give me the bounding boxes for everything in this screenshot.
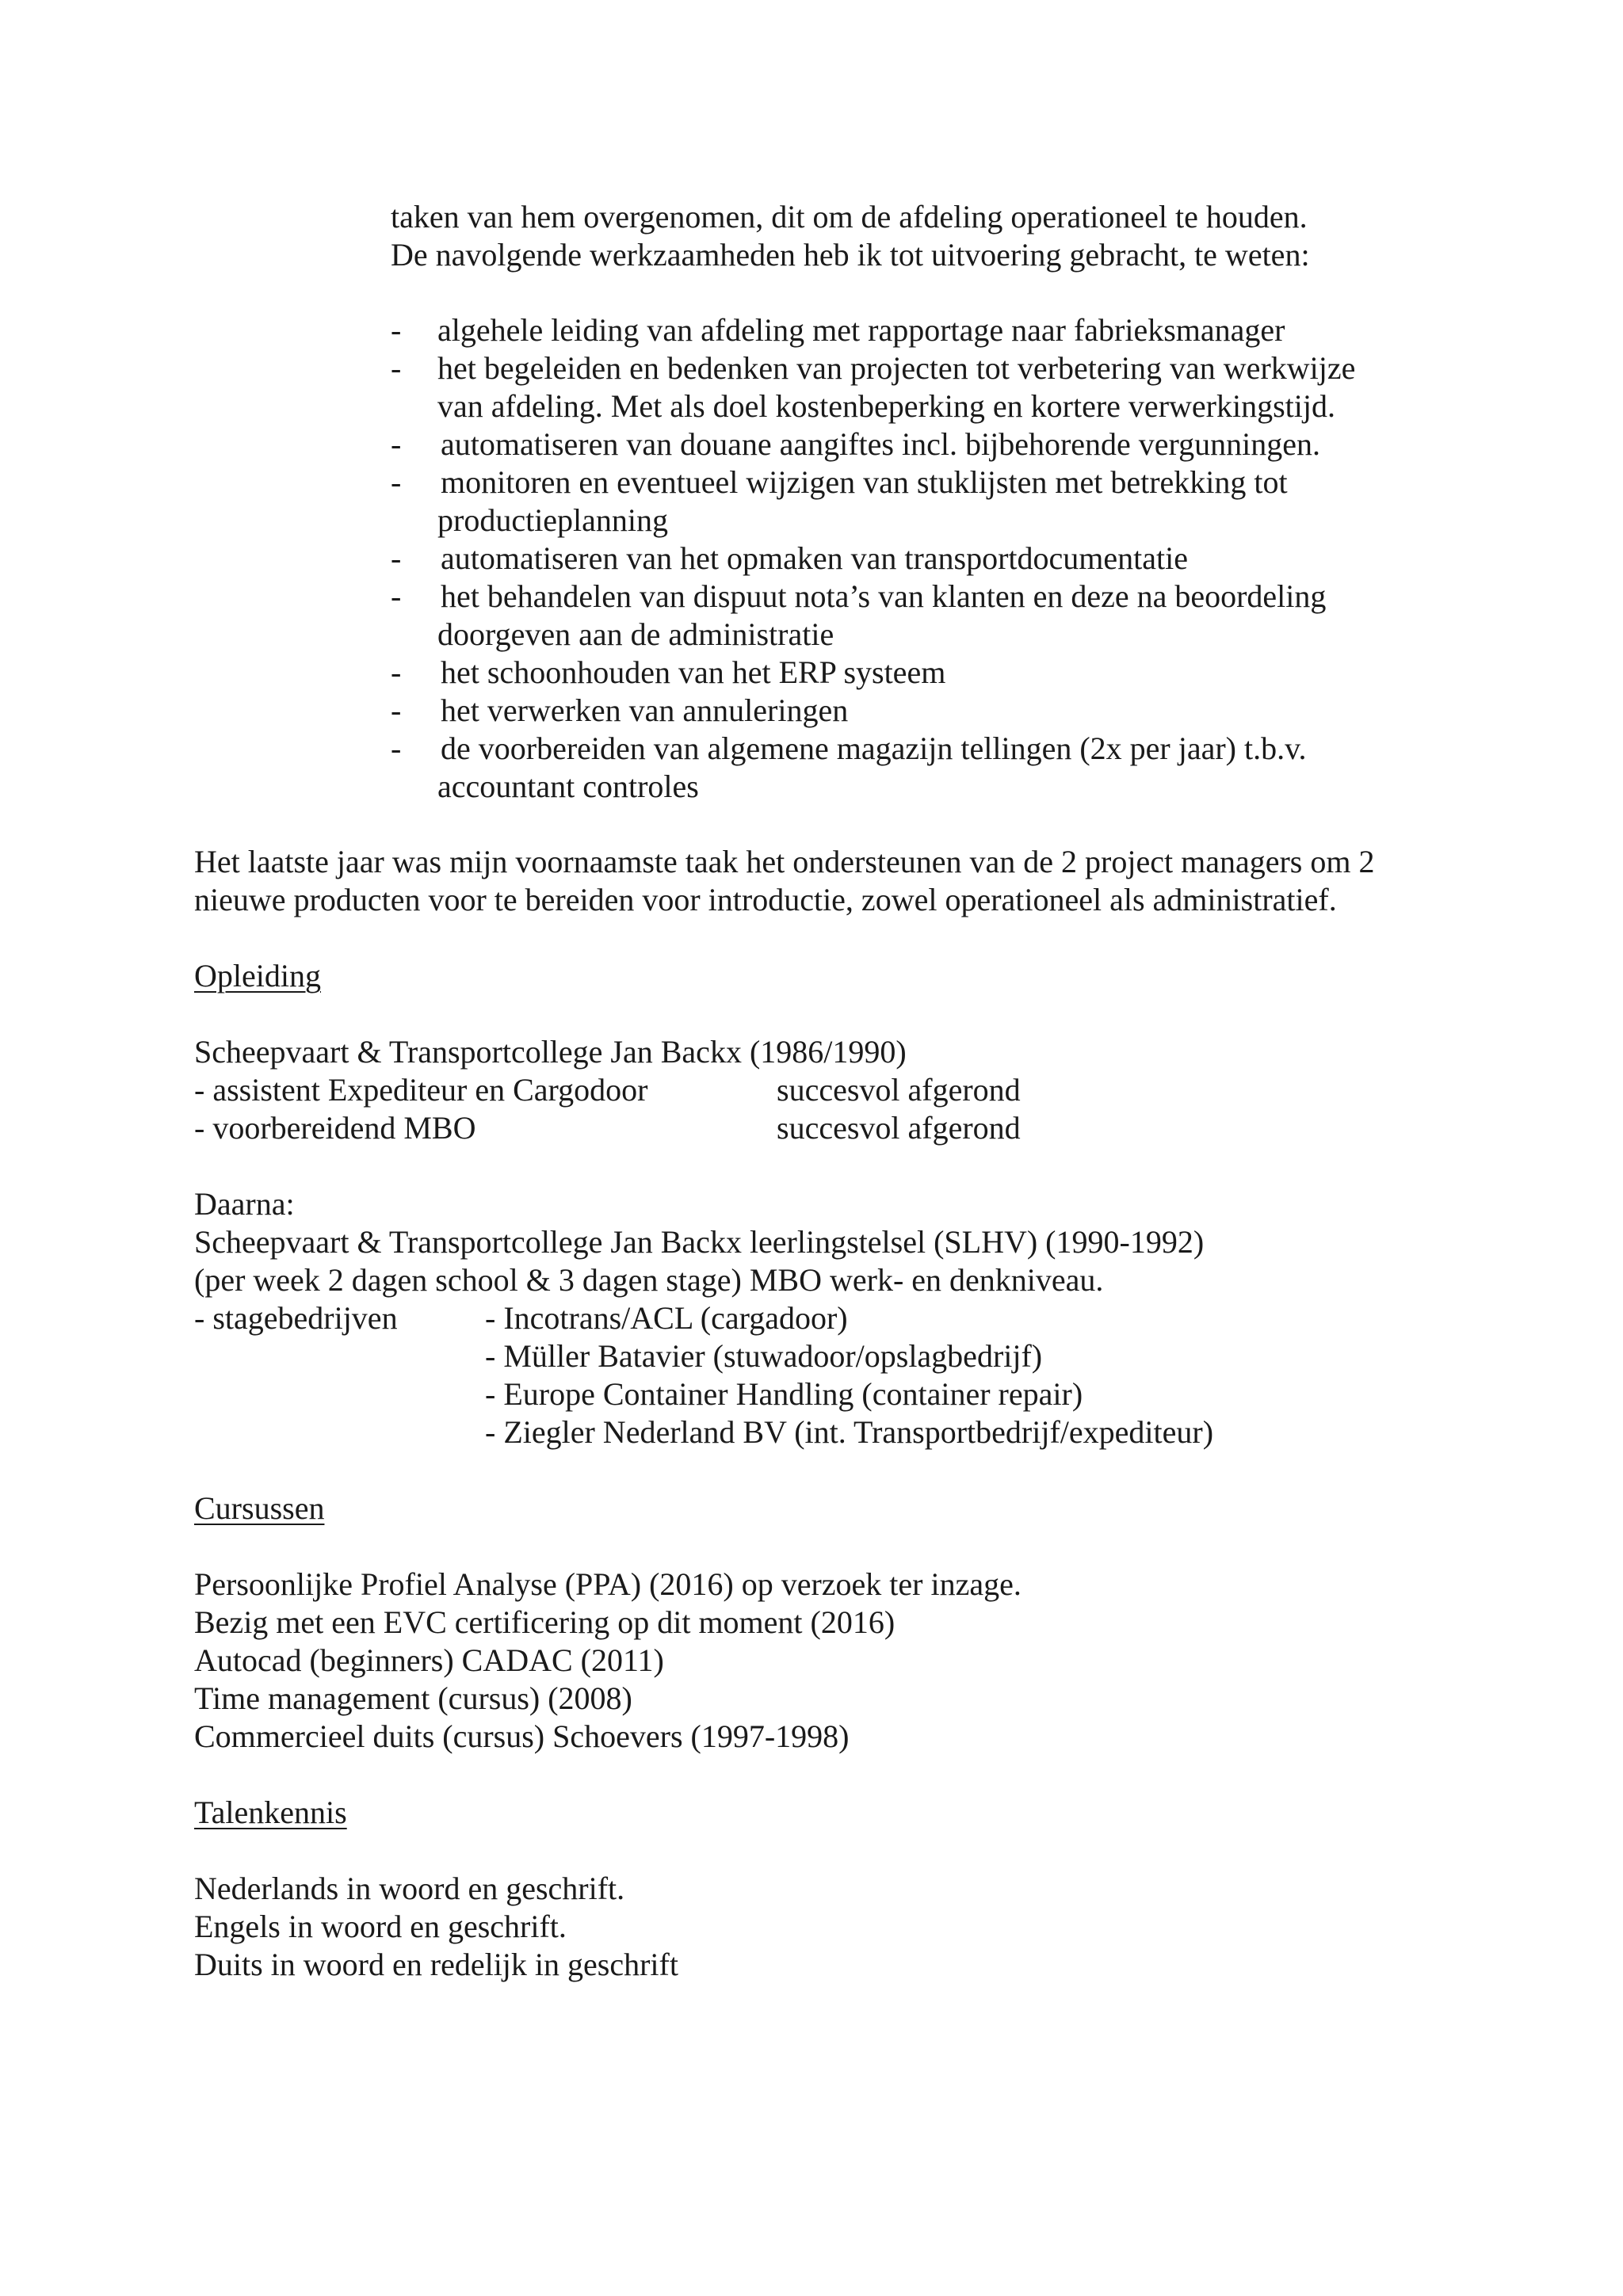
task-item: monitoren en eventueel wijzigen van stuklijsten met betrekking tot xyxy=(441,464,1288,500)
bullet-marker: - xyxy=(391,312,402,348)
task-item: het schoonhouden van het ERP systeem xyxy=(441,654,946,690)
stage-company: - Incotrans/ACL (cargadoor) xyxy=(485,1300,848,1336)
stage-label: - stagebedrijven xyxy=(194,1300,398,1336)
bullet-marker: - xyxy=(391,540,402,576)
section-heading-opleiding: Opleiding xyxy=(194,958,321,994)
bullet-marker: - xyxy=(391,578,402,614)
bullet-marker: - xyxy=(391,692,402,728)
task-item: algehele leiding van afdeling met rapportage naar fabrieksmanager xyxy=(437,312,1285,348)
daarna-line: Scheepvaart & Transportcollege Jan Backx leerlingstelsel (SLHV) (1990-1992) xyxy=(194,1224,1205,1260)
intro-line: taken van hem overgenomen, dit om de afdeling operationeel te houden. xyxy=(391,199,1308,235)
task-item-continuation: productieplanning xyxy=(437,502,669,538)
intro-line: De navolgende werkzaamheden heb ik tot uitvoering gebracht, te weten: xyxy=(391,237,1310,273)
course-item: Time management (cursus) (2008) xyxy=(194,1680,632,1716)
language-item: Engels in woord en geschrift. xyxy=(194,1909,567,1944)
education-item-name: - assistent Expediteur en Cargodoor xyxy=(194,1072,648,1108)
course-item: Commercieel duits (cursus) Schoevers (1997-1998) xyxy=(194,1718,850,1754)
education-item-result: succesvol afgerond xyxy=(777,1072,1021,1108)
task-item: automatiseren van het opmaken van transportdocumentatie xyxy=(441,540,1189,576)
school-line: Scheepvaart & Transportcollege Jan Backx (1986/1990) xyxy=(194,1034,907,1070)
daarna-label: Daarna: xyxy=(194,1186,295,1222)
section-heading-cursussen: Cursussen xyxy=(194,1490,325,1526)
stage-company: - Europe Container Handling (container repair) xyxy=(485,1376,1083,1412)
task-item-continuation: accountant controles xyxy=(437,769,699,804)
task-item-continuation: van afdeling. Met als doel kostenbeperking en kortere verwerkingstijd. xyxy=(437,388,1335,424)
summary-line: Het laatste jaar was mijn voornaamste taak het ondersteunen van de 2 project managers om 2 xyxy=(194,844,1375,879)
education-item-result: succesvol afgerond xyxy=(777,1110,1021,1146)
education-item-name: - voorbereidend MBO xyxy=(194,1110,476,1146)
summary-line: nieuwe producten voor te bereiden voor introductie, zowel operationeel als administratief. xyxy=(194,882,1337,917)
language-item: Duits in woord en redelijk in geschrift xyxy=(194,1947,678,1982)
task-item: het begeleiden en bedenken van projecten tot verbetering van werkwijze xyxy=(437,350,1356,386)
bullet-marker: - xyxy=(391,350,402,386)
task-item-continuation: doorgeven aan de administratie xyxy=(437,616,834,652)
bullet-marker: - xyxy=(391,654,402,690)
task-item: automatiseren van douane aangiftes incl. bijbehorende vergunningen. xyxy=(441,426,1320,462)
section-heading-talenkennis: Talenkennis xyxy=(194,1794,347,1830)
daarna-line: (per week 2 dagen school & 3 dagen stage) MBO werk- en denkniveau. xyxy=(194,1262,1104,1298)
stage-company: - Müller Batavier (stuwadoor/opslagbedrijf) xyxy=(485,1338,1043,1374)
course-item: Autocad (beginners) CADAC (2011) xyxy=(194,1642,664,1678)
stage-company: - Ziegler Nederland BV (int. Transportbedrijf/expediteur) xyxy=(485,1414,1214,1450)
task-item: de voorbereiden van algemene magazijn tellingen (2x per jaar) t.b.v. xyxy=(441,730,1307,766)
bullet-marker: - xyxy=(391,426,402,462)
language-item: Nederlands in woord en geschrift. xyxy=(194,1871,625,1906)
bullet-marker: - xyxy=(391,730,402,766)
course-item: Persoonlijke Profiel Analyse (PPA) (2016) op verzoek ter inzage. xyxy=(194,1566,1022,1602)
task-item: het behandelen van dispuut nota’s van klanten en deze na beoordeling xyxy=(441,578,1327,614)
course-item: Bezig met een EVC certificering op dit moment (2016) xyxy=(194,1604,896,1640)
bullet-marker: - xyxy=(391,464,402,500)
task-item: het verwerken van annuleringen xyxy=(441,692,849,728)
